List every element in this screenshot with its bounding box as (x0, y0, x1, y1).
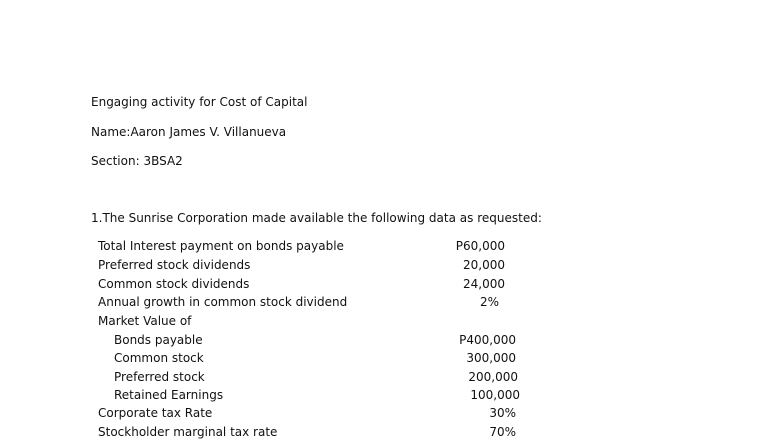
table-row-value: 100,000 (470, 388, 520, 402)
table-row-value: 200,000 (468, 370, 518, 384)
document-title: Engaging activity for Cost of Capital (91, 95, 308, 109)
table-row-label: Total Interest payment on bonds payable (98, 239, 344, 253)
section-label: Section: 3BSA2 (91, 154, 183, 168)
table-row-value: 30% (489, 406, 516, 420)
table-row-value: 2% (479, 295, 499, 309)
table-row-value: 20,000 (463, 258, 505, 272)
table-row-label: Preferred stock (114, 370, 205, 384)
student-name: Name:Aaron James V. Villanueva (91, 125, 287, 139)
table-row-label: Corporate tax Rate (98, 406, 213, 420)
table-row-value: 300,000 (466, 351, 516, 365)
table-row-label: Retained Earnings (114, 388, 224, 402)
table-row-value: 70% (489, 425, 516, 439)
table-row-value: 24,000 (463, 277, 505, 291)
question-prompt: 1.The Sunrise Corporation made available the following data as requested: (91, 211, 542, 225)
table-row-label: Annual growth in common stock dividend (98, 295, 348, 309)
table-row-label: Common stock (114, 351, 204, 365)
table-subheading: Market Value of (98, 314, 192, 328)
table-row-value: P400,000 (459, 333, 516, 347)
table-row-label: Bonds payable (114, 333, 203, 347)
table-row-label: Preferred stock dividends (98, 258, 251, 272)
table-row-value: P60,000 (455, 239, 505, 253)
table-row-label: Stockholder marginal tax rate (98, 425, 278, 439)
table-row-label: Common stock dividends (98, 277, 250, 291)
